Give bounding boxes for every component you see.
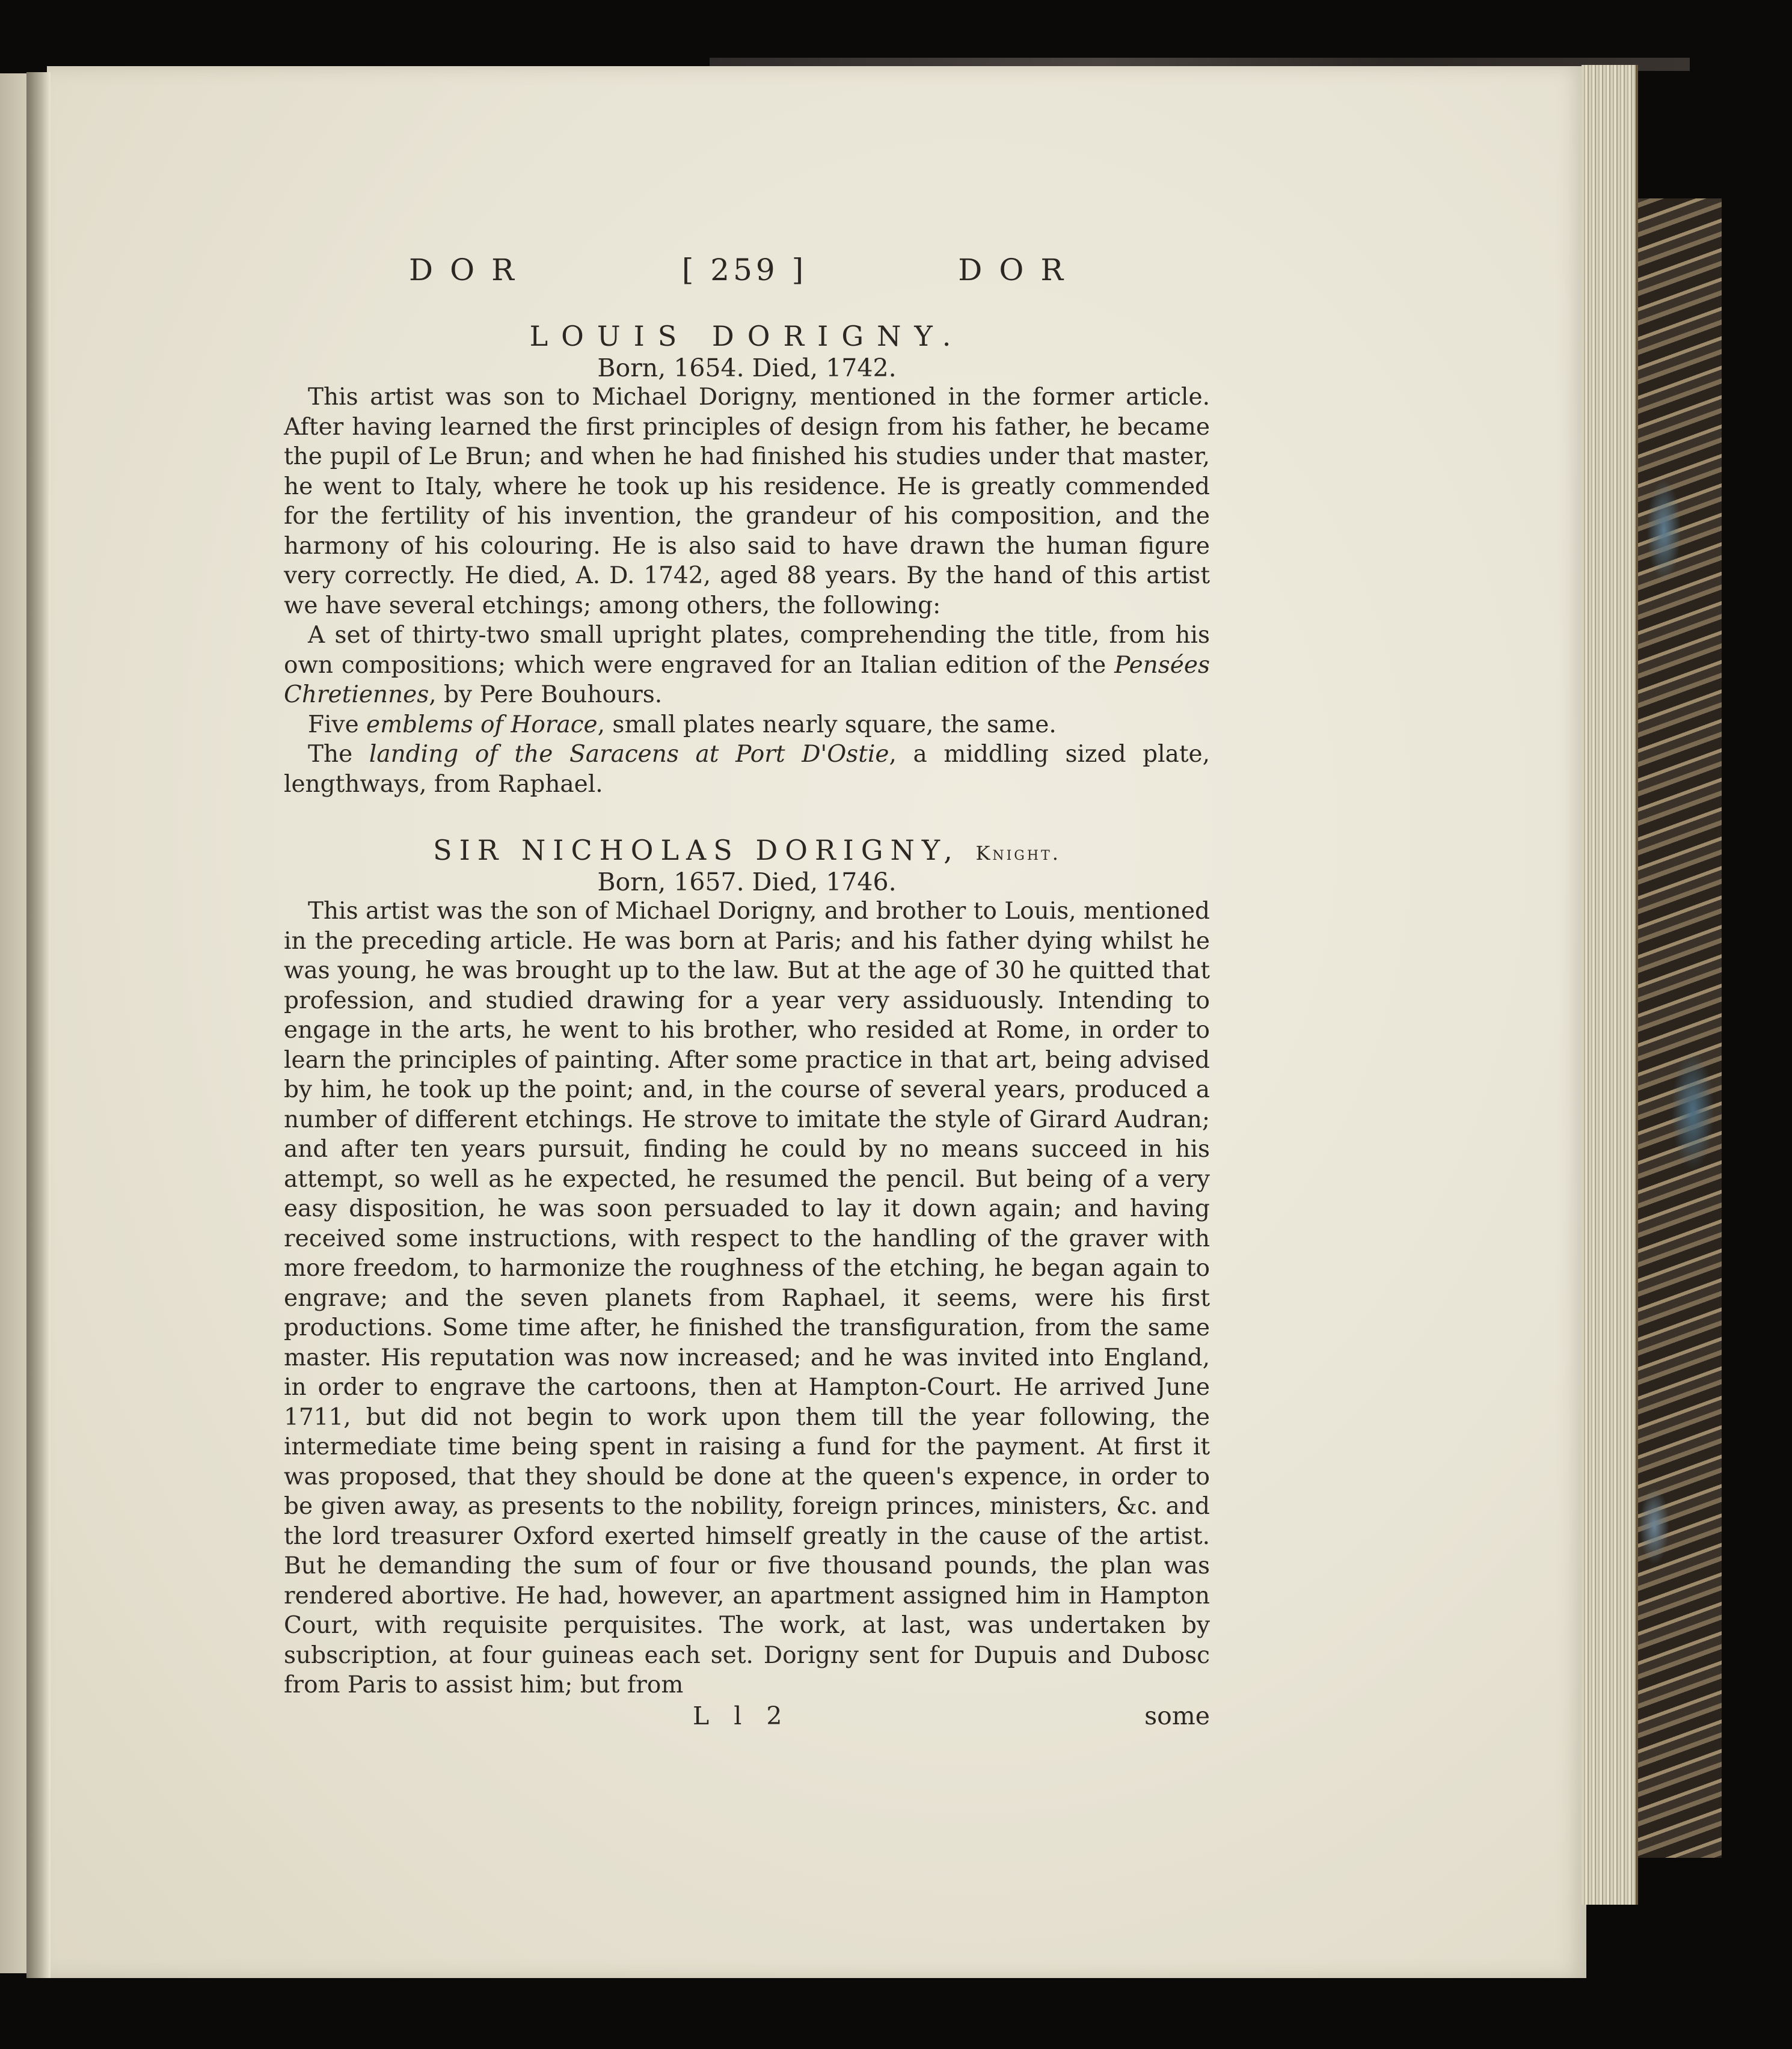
entry-heading-nicholas (284, 834, 1210, 866)
entry-paragraph: The landing of the Saracens at Port D'Ostie, a middling sized plate, lengthways, from Raphael. (284, 741, 1211, 798)
entry-dates-nicholas: Born, 1657. Died, 1746. (597, 868, 897, 896)
catchword: some (1144, 1701, 1210, 1730)
page-text (284, 253, 1210, 1730)
page-fore-edges (1582, 65, 1638, 1905)
entry-heading-name: SIR NICHOLAS DORIGNY, (433, 834, 960, 866)
page-number: [ 259 ] (681, 253, 808, 287)
page-footer (284, 1701, 1210, 1730)
running-head (409, 253, 1080, 287)
entry-paragraph: This artist was the son of Michael Dorigny, and brother to Louis, mentioned in the preceding article. He was born at Paris; and his father dying whilst he was young, he was brought up to the law. But at the age of 30 he quitted that profession, and studied drawing for a year very assiduously. Intending to engage in the arts, he went to his brother, who resided at Rome, in order to learn the principles of painting. After some practice in that art, being advised by him, he took up the point; and, in the course of several years, produced a number of different etchings. He strove to imitate the style of Girard Audran; and after ten years pursuit, finding he could by no means succeed in his attempt, so well as he expected, he resumed the pencil. But being of a very easy disposition, he was soon persuaded to lay it down again; and having received some instructions, with respect to the handling of the graver with more freedom, to harmonize the roughness of the etching, he began again to engrave; and the seven planets from Raphael, it seems, were his first productions. Some time after, he finished the transfiguration, from the same master. His reputation was now increased; and he was invited into England, in order to engrave the cartoons, then at Hampton-Court. He arrived June 1711, but did not begin to work upon them till the year following, the intermediate time being spent in raising a fund for the payment. At first it was proposed, that they should be done at the queen's expence, in order to be given away, as presents to the nobility, foreign princes, ministers, &c. and the lord treasurer Oxford exerted himself greatly in the cause of the artist. But he demanding the sum of four or five thousand pounds, the plan was rendered abortive. He had, however, an apartment assigned him in Hampton Court, with requisite perquisites. The work, at last, was undertaken by subscription, at four guineas each set. Dorigny sent for Dupuis and Dubosc from Paris to assist him; but from (284, 898, 1210, 1698)
page-gutter (26, 72, 51, 1978)
entry-heading-title: Knight. (975, 842, 1061, 865)
running-head-left: DOR (409, 253, 531, 287)
entry-paragraph: A set of thirty-two small upright plates, comprehending the title, from his own compositions; which were engraved for an Italian edition of the Pensées Chretiennes, by Pere Bouhours. (284, 622, 1210, 708)
entry-paragraph: Five emblems of Horace, small plates nearly square, the same. (308, 711, 1057, 738)
entry-paragraph: This artist was son to Michael Dorigny, mentioned in the former article. After having learned the first principles of design from his father, he became the pupil of Le Brun; and when he had finished his studies under that master, he went to Italy, where he took up his residence. He is greatly commended for the fertility of his invention, the grandeur of his composition, and the harmony of his colouring. He is also said to have drawn the human figure very correctly. He died, A. D. 1742, aged 88 years. By the hand of this artist we have several etchings; among others, the following: (284, 384, 1210, 619)
signature-mark: L l 2 (693, 1701, 791, 1730)
entry-dates-louis: Born, 1654. Died, 1742. (597, 354, 897, 382)
entry-heading-louis: LOUIS DORIGNY. (529, 320, 965, 352)
marbled-back-cover (1624, 198, 1722, 1858)
running-head-right: DOR (958, 253, 1080, 287)
